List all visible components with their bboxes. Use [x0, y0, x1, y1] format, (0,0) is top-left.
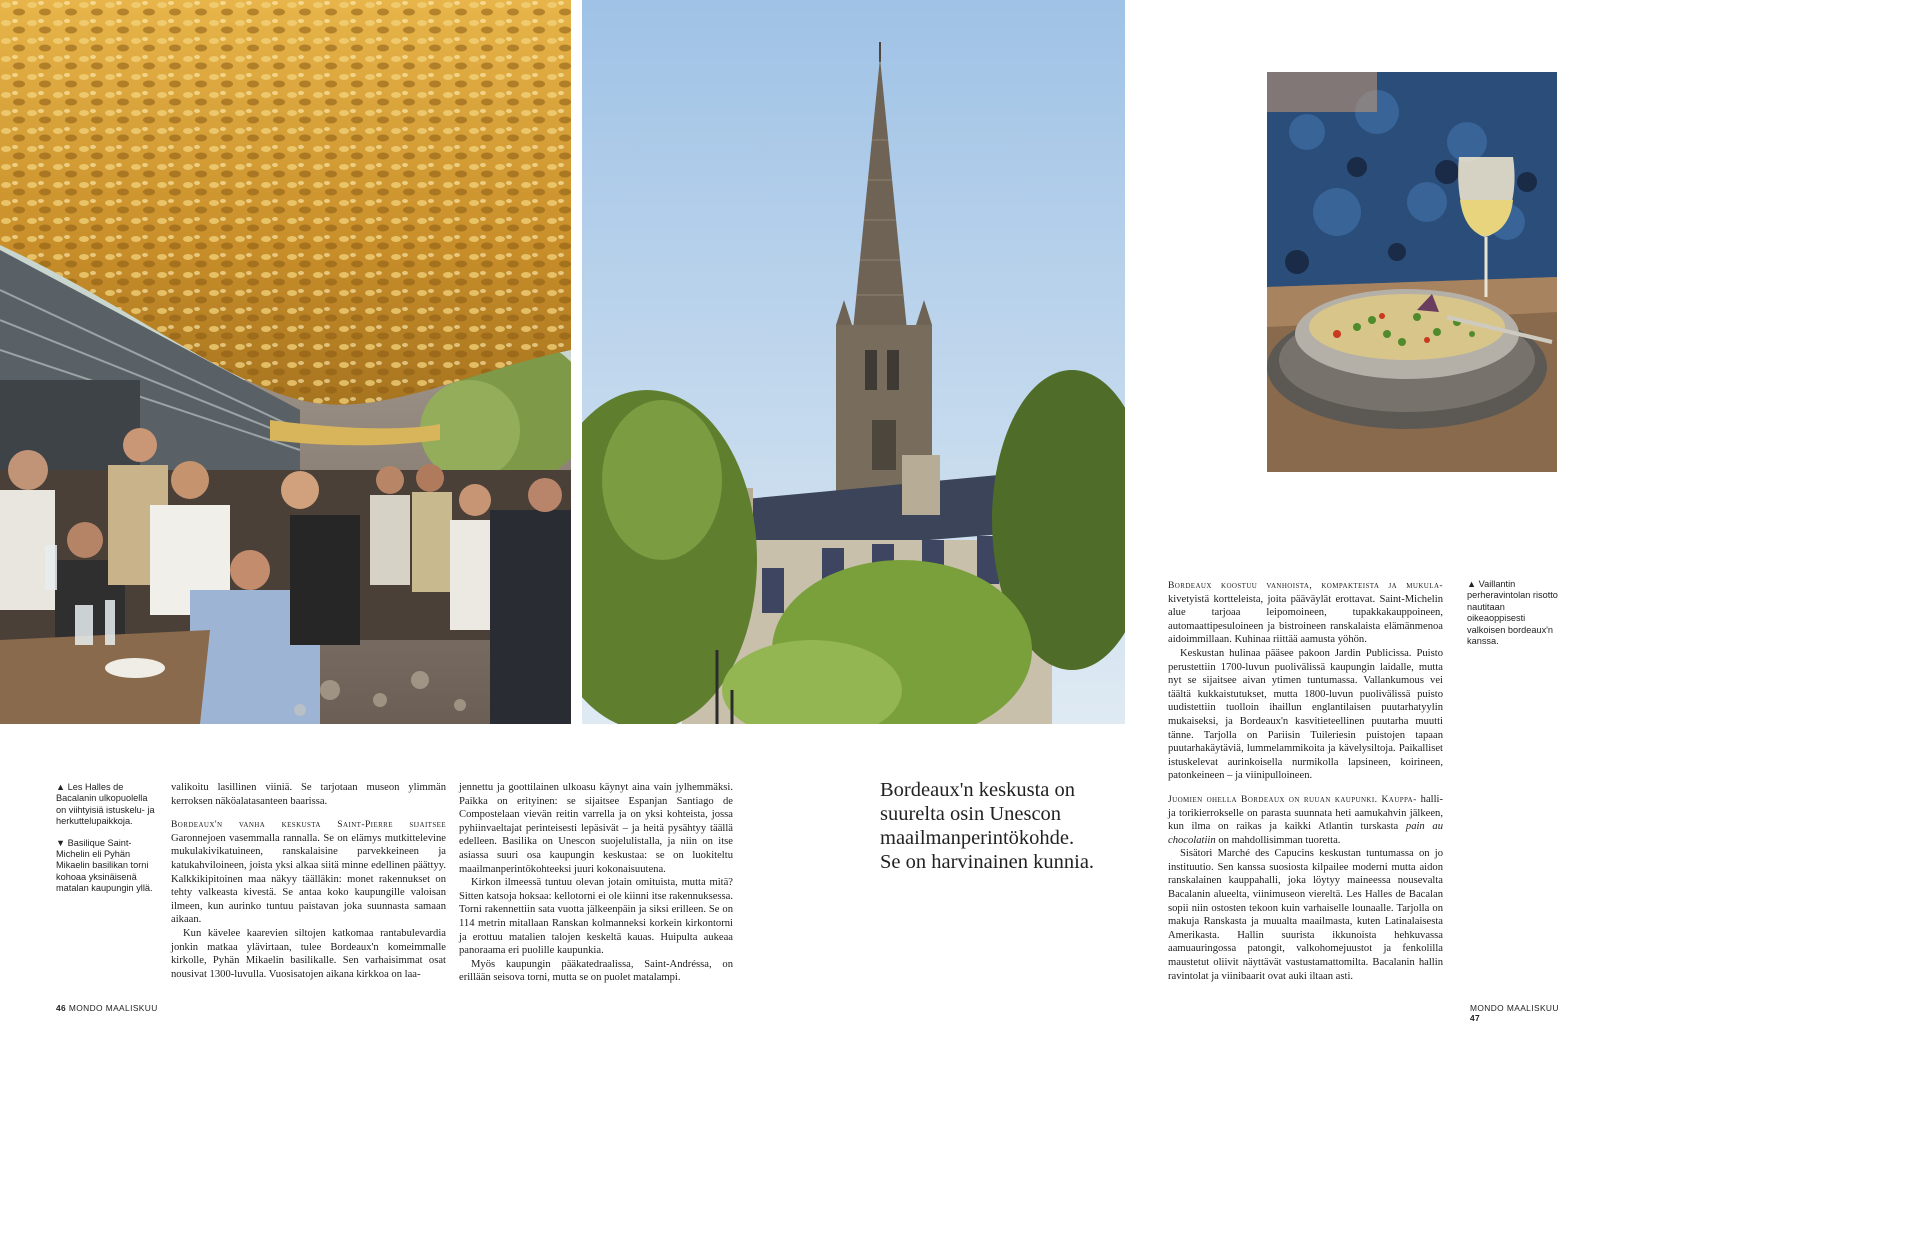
caption-market: ▲ Les Halles de Bacalanin ulkopuolella on viihtyisiä istuskelu- ja herkuttelupaikkoja. — [56, 782, 155, 827]
paragraph: Myös kaupungin pääkatedraalissa, Saint-Andréssa, on erillään seisova torni, mutta se on puolet matalampi. — [459, 958, 733, 984]
magazine-issue-label: MONDO MAALISKUU — [68, 1003, 158, 1013]
folio-right — [1470, 1003, 1567, 1023]
emphasis-text: pain au chocolatiin — [1168, 821, 1443, 846]
paragraph-lead — [171, 818, 446, 927]
section-lead-in: Bordeaux'n vanha keskusta Saint-Pierre sijaitsee — [171, 819, 446, 831]
paragraph-text: kivetyistä kortteleista, joita pääväylät erottavat. Saint-Michelin alue tarjoaa leipomoineen, tupakkakauppoineen, automaattipesuloineen ja bistroineen ranskalaista elämänmenoa aidoimmillaan. Kuhinaa riittää aamusta yöhön. — [1168, 593, 1443, 646]
magazine-issue-label: MONDO MAALISKUU — [1470, 1003, 1559, 1013]
pull-quote-line: maailmanperintökohde. — [880, 827, 1075, 849]
body-column-2 — [459, 781, 733, 985]
caption-risotto: ▲ Vaillantin perheravintolan risotto nautitaan oikeaoppisesti valkoisen bordeaux'n kanssa. — [1467, 579, 1558, 647]
pull-quote — [880, 778, 1130, 874]
photo-captions-left — [56, 782, 156, 905]
photo-caption-right — [1467, 579, 1559, 657]
paragraph: jennettu ja goottilainen ulkoasu käynyt aina vain jylhemmäksi. Paikka on erityinen: se sijaitsee Espanjan Santiago de Compostelaan vievän reitin varrella ja on yksi kohteista, jossa pyhiinvaeltajat perinteisesti lepäsivät – ja heitä pysähtyy täällä edelleen. Basilika on Unescon suojelulistalla, ja niin on itse asiassa suuri osa kaupungin keskustaa: se on luokiteltu maailmanperintökohteeksi juuri kokonaisuutena. — [459, 782, 733, 875]
paragraph-lead — [1168, 579, 1443, 647]
basilica-tower-photo — [582, 0, 1125, 724]
body-column-3 — [1168, 579, 1443, 983]
body-column-1 — [171, 781, 446, 981]
paragraph: valikoitu lasillinen viiniä. Se tarjotaan museon ylimmän kerroksen näköalatasanteen baarissa. — [171, 782, 446, 807]
page-number: 47 — [1470, 1013, 1481, 1023]
pull-quote-line: suurelta osin Unescon — [880, 803, 1062, 825]
section-lead-in: Juomien ohella Bordeaux on ruuan kaupunki. Kauppa- — [1168, 793, 1417, 805]
caption-basilica: ▼ Basilique Saint-Michelin eli Pyhän Mikaelin basilikan torni kohoaa yksinäisenä matalan kaupungin yllä. — [56, 837, 153, 894]
paragraph-text: Garonnejoen vasemmalla rannalla. Se on elämys mutkittelevine mukulakivikatuineen, ranskalaisine parvekkeineen ja katukahviloineen, joista yksi alkaa siitä minne edellinen päättyy. Kalkkikipitoinen maa näkyy täälläkin: monet rakennukset on tehty valkeasta kivestä. Se antaa koko kaupungille valoisan ilmeen, kun aurinko tuntuu paistavan joka suunnasta samaan aikaan. — [171, 832, 446, 926]
paragraph: Sisätori Marché des Capucins keskustan tuntumassa on jo instituutio. Sen kanssa suosiosta kilpailee moderni mutta aidon ranskalainen kauppahalli, joka löytyy maineessa nousevalta Bacalanin alueelta, viinimuseon viereltä. Les Halles de Bacalan sopii niin ostosten tekoon kuin varhaiselle lounaalle. Tarjolla on makuja Ranskasta ja muualta maailmasta, kuten Latinalaisesta Amerikasta. Hallin suurista ikkunoista hehkuvassa aamuauringossa patongit, valkohomejuustot ja fenkolilla maustetut oliivit näyttävät vastustamattomilta. Bacalanin hallin ravintolat ja viinibaarit ovat auki iltaan asti. — [1168, 848, 1443, 982]
risotto-photo — [1267, 72, 1557, 472]
section-lead-in: Bordeaux koostuu vanhoista, kompakteista ja mukula- — [1168, 580, 1443, 591]
paragraph: Kirkon ilmeessä tuntuu olevan jotain omituista, mutta mitä? Sitten katsoja hoksaa: kellotorni ei ole kiinni itse rakennuksessa. Torni rakennettiin sata vuotta jälkeenpäin ja siksi erilleen. Se on 114 metrin mitallaan Ranskan kolmanneksi korkein kirkontorni ja erottuu matalien talojen keskeltä kauas. Huipulta aukeaa panoraama eri puolille kaupunkia. — [459, 877, 733, 957]
paragraph-text: halli- ja torikierrokselle on parasta suunnata heti aamukahvin jälkeen, kun ilma on raikas ja kaikki Atlantin turskasta — [1168, 793, 1443, 833]
pull-quote-line: Se on harvinainen kunnia. — [880, 851, 1095, 873]
folio-left — [56, 1003, 158, 1013]
market-crowd-photo — [0, 0, 571, 724]
paragraph: Kun kävelee kaarevien siltojen katkomaa rantabulevardia jonkin matkaa ylävirtaan, tulee Bordeaux'n komeimmalle kirkolle, Pyhän Mikaelin basilikalle. Sen varhaisimmat osat nousivat 1300-luvulla. Vuosisatojen aikana kirkkoa on laa- — [171, 927, 446, 980]
page-number: 46 — [56, 1003, 67, 1013]
paragraph-text: on mahdollisimman tuoretta. — [1218, 834, 1341, 846]
paragraph-lead — [1168, 793, 1443, 847]
pull-quote-line: Bordeaux'n keskusta on — [880, 779, 1075, 801]
paragraph: Keskustan hulinaa pääsee pakoon Jardin Publicissa. Puisto perustettiin 1700-luvun puolivälissä kaupungin laidalle, mutta nyt se sijaitsee aivan ytimen tuntumassa. Vallankumous vei täältä kukkaistutukset, mutta 1800-luvun puolivälissä puisto uudistettiin tuolloin ihaillun englantilaisen puutarhatyylin mukaiseksi, ja Bordeaux'n kasvitieteellinen puutarha muutti tänne. Tarjolla on Pariisin Tuileriesin puistojen tapaan puutarhakäytäviä, lummelammikoita ja kävelysiltoja. Paikalliset istuskelevat aurinkoisella nurmikolla lapsineen, koirineen, patonkeineen – ja viinipulloineen. — [1168, 647, 1443, 782]
